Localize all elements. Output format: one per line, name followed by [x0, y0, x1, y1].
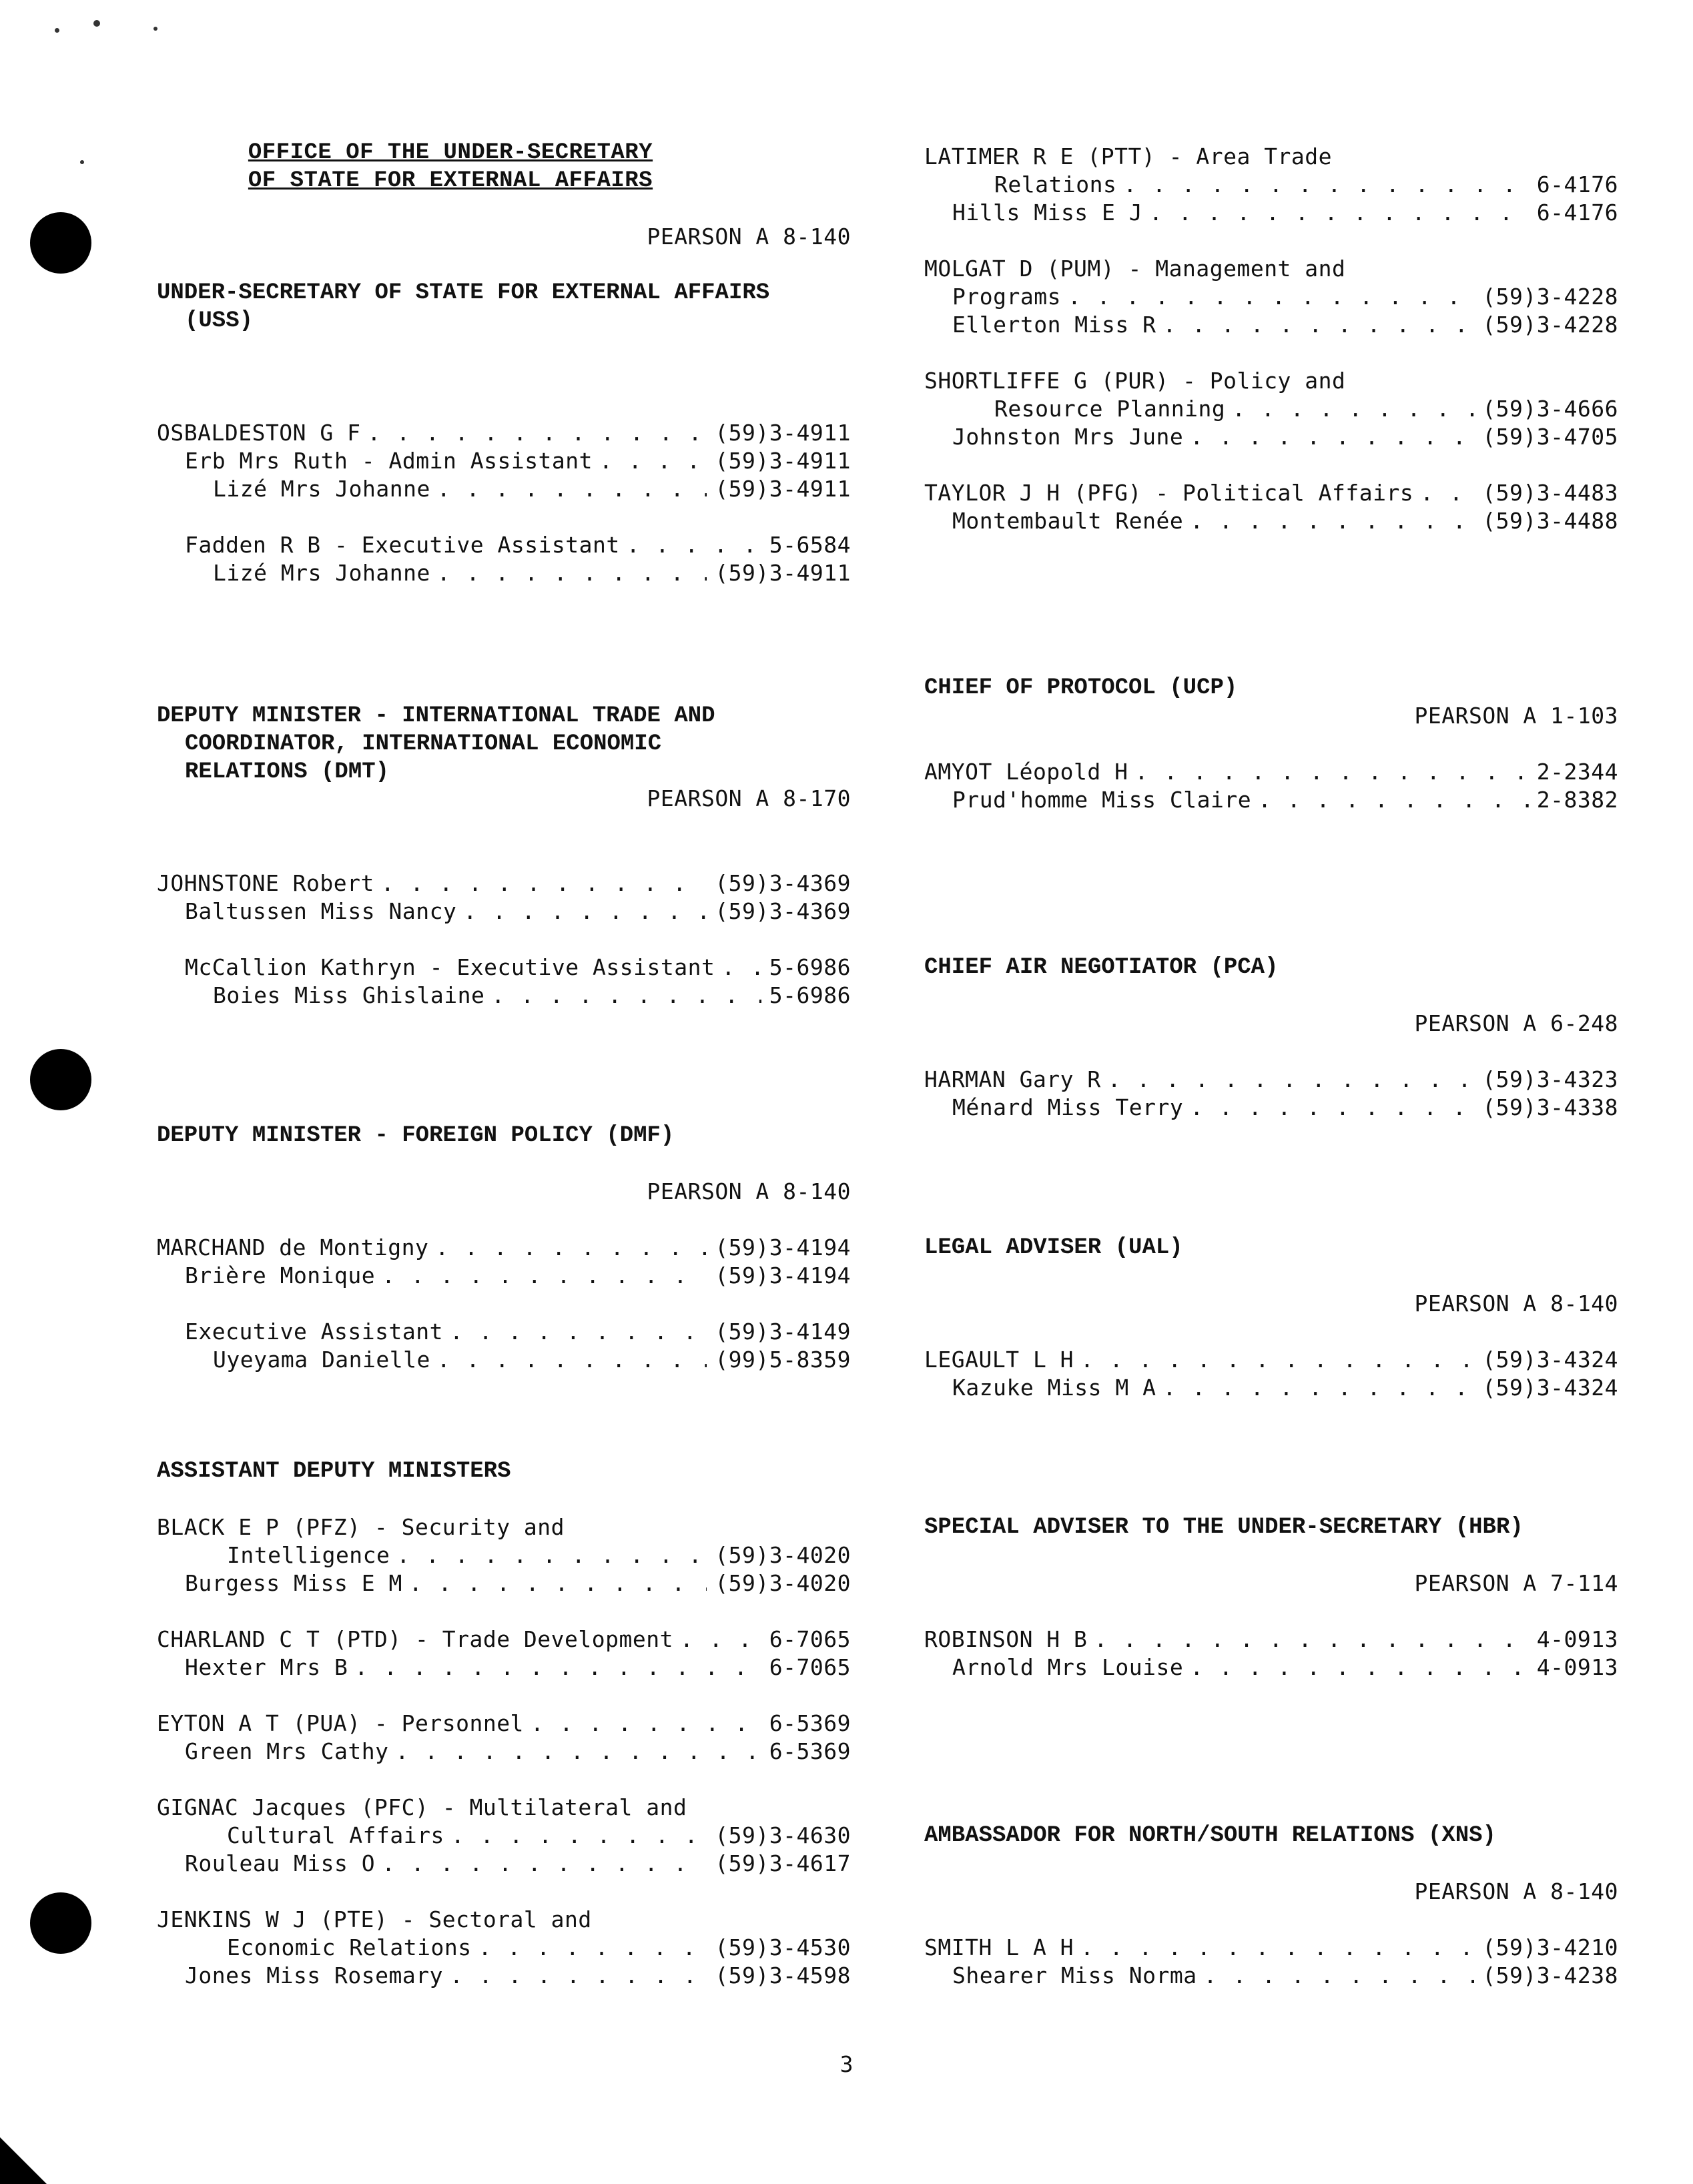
ucp-section: [924, 674, 1618, 730]
entry-name: CHARLAND C T (PTD) - Trade Development: [157, 1626, 673, 1652]
entry-phone: (59)3-4911: [715, 448, 851, 474]
adm-entries-latimer: [924, 143, 1618, 227]
dot-leader: [435, 1234, 707, 1262]
dmf-entries-2: [157, 1318, 851, 1374]
dot-leader: [1163, 311, 1475, 339]
entry-phone: 4-0913: [1536, 1626, 1618, 1652]
entry-name: Fadden R B - Executive Assistant: [185, 532, 620, 558]
dot-leader: [1080, 1346, 1474, 1374]
dot-leader: [1190, 1654, 1529, 1682]
entry-name: Hexter Mrs B: [185, 1654, 348, 1680]
directory-entry-head: LATIMER R E (PTT) - Area Trade: [924, 143, 1333, 169]
entry-phone: 5-6584: [769, 532, 851, 558]
directory-entry: [157, 1850, 851, 1878]
directory-entry: [924, 786, 1618, 814]
directory-entry-head: SHORTLIFFE G (PUR) - Policy and: [924, 368, 1346, 394]
scan-speck: [93, 20, 100, 27]
entry-phone: (59)3-4020: [715, 1542, 851, 1568]
dmf-section: [157, 1122, 851, 1150]
directory-entry-head: GIGNAC Jacques (PFC) - Multilateral and: [157, 1794, 687, 1820]
entry-phone: (59)3-4369: [715, 898, 851, 924]
right-column: [924, 0, 1618, 2184]
directory-entry: [924, 199, 1618, 227]
dot-leader: [381, 869, 707, 897]
section-heading: CHIEF AIR NEGOTIATOR (PCA): [924, 955, 1279, 980]
entry-name: Uyeyama Danielle: [213, 1347, 430, 1373]
entry-phone: (59)3-4338: [1482, 1094, 1618, 1120]
entry-name: Economic Relations: [227, 1934, 472, 1960]
dot-leader: [1080, 1934, 1474, 1962]
directory-entry: [924, 283, 1618, 311]
dot-leader: [409, 1569, 707, 1597]
directory-entry: [157, 419, 851, 447]
entry-name: ROBINSON H B: [924, 1626, 1088, 1652]
adm-entries-eyton: [157, 1710, 851, 1766]
dot-leader: [531, 1710, 761, 1738]
entry-phone: (99)5-8359: [715, 1347, 851, 1373]
entry-name: JOHNSTONE Robert: [157, 870, 374, 896]
dmt-entries-2: [157, 954, 851, 1010]
directory-entry: [157, 447, 851, 475]
entry-name: TAYLOR J H (PFG) - Political Affairs: [924, 480, 1414, 506]
entry-phone: (59)3-4194: [715, 1234, 851, 1260]
dot-leader: [437, 475, 707, 503]
entry-name: SMITH L A H: [924, 1934, 1074, 1960]
dot-leader: [437, 1346, 707, 1374]
entry-name: AMYOT Léopold H: [924, 759, 1128, 785]
section-heading: LEGAL ADVISER (UAL): [924, 1235, 1183, 1260]
adm-entries-molgat: [924, 255, 1618, 339]
dot-leader: [491, 982, 761, 1010]
uss-section: [157, 279, 851, 335]
directory-entry: [924, 311, 1618, 339]
entry-name: Ellerton Miss R: [952, 312, 1156, 338]
section-location: PEARSON A 7-114: [1414, 1570, 1618, 1596]
dot-leader: [627, 531, 761, 559]
office-title: [157, 139, 851, 195]
dot-leader: [396, 1541, 707, 1569]
dot-leader: [1094, 1625, 1528, 1654]
entry-name: Prud'homme Miss Claire: [952, 787, 1252, 813]
page-number: 3: [839, 2051, 854, 2077]
entry-name: Rouleau Miss O: [185, 1850, 376, 1876]
section-location: PEARSON A 8-140: [1414, 1291, 1618, 1317]
directory-entry: [157, 1710, 851, 1738]
entry-name: Intelligence: [227, 1542, 390, 1568]
xns-entries: [924, 1934, 1618, 1990]
dot-leader: [450, 1318, 707, 1346]
directory-entry: [157, 1934, 851, 1962]
office-title-line-2: OF STATE FOR EXTERNAL AFFAIRS: [248, 168, 653, 194]
left-column: [157, 0, 851, 2184]
dot-leader: [451, 1822, 707, 1850]
entry-name: OSBALDESTON G F: [157, 420, 361, 446]
office-location: PEARSON A 8-140: [647, 224, 851, 250]
directory-entry: [924, 1934, 1618, 1962]
entry-name: Lizé Mrs Johanne: [213, 560, 430, 586]
section-location: PEARSON A 8-170: [647, 785, 851, 811]
dot-leader: [721, 954, 761, 982]
entry-phone: (59)3-4483: [1482, 480, 1618, 506]
directory-entry-head: BLACK E P (PFZ) - Security and: [157, 1514, 565, 1540]
punch-hole-middle: [30, 1049, 91, 1110]
directory-entry: [924, 758, 1618, 786]
entry-name: Burgess Miss E M: [185, 1570, 402, 1596]
entry-phone: (59)3-4238: [1482, 1962, 1618, 1988]
entry-name: Shearer Miss Norma: [952, 1962, 1197, 1988]
directory-entry: [924, 1346, 1618, 1374]
dot-leader: [396, 1738, 761, 1766]
dot-leader: [1204, 1962, 1475, 1990]
dot-leader: [1135, 758, 1529, 786]
entry-phone: (59)3-4324: [1482, 1375, 1618, 1401]
section-heading-cont: RELATIONS (DMT): [185, 759, 390, 785]
entry-phone: (59)3-4020: [715, 1570, 851, 1596]
entry-name: Cultural Affairs: [227, 1822, 444, 1848]
entry-name: Programs: [952, 284, 1061, 310]
dot-leader: [1068, 283, 1474, 311]
xns-section: [924, 1822, 1618, 1850]
entry-phone: (59)3-4324: [1482, 1347, 1618, 1373]
directory-entry: [924, 507, 1618, 535]
uss-entries-2: [157, 531, 851, 587]
entry-phone: (59)3-4705: [1482, 424, 1618, 450]
dmt-section: [157, 702, 851, 813]
uss-entries: [157, 419, 851, 503]
entry-phone: (59)3-4210: [1482, 1934, 1618, 1960]
scan-speck: [80, 160, 84, 164]
adm-entries-charland: [157, 1625, 851, 1682]
directory-entry: [157, 1569, 851, 1597]
section-location: PEARSON A 8-140: [1414, 1878, 1618, 1904]
directory-entry: [924, 1962, 1618, 1990]
entry-name: Green Mrs Cathy: [185, 1738, 389, 1764]
pca-section: [924, 954, 1618, 982]
dot-leader: [1190, 423, 1474, 451]
directory-entry: [924, 395, 1618, 423]
entry-phone: (59)3-4530: [715, 1934, 851, 1960]
directory-entry: [157, 475, 851, 503]
dot-leader: [437, 559, 707, 587]
entry-phone: (59)3-4598: [715, 1962, 851, 1988]
entry-phone: (59)3-4323: [1482, 1066, 1618, 1092]
directory-entry: [157, 1625, 851, 1654]
entry-phone: (59)3-4149: [715, 1319, 851, 1345]
ual-section: [924, 1234, 1618, 1262]
office-title-line-1: OFFICE OF THE UNDER-SECRETARY: [248, 140, 653, 165]
dot-leader: [1258, 786, 1529, 814]
dot-leader: [1190, 1094, 1474, 1122]
directory-entry: [157, 1318, 851, 1346]
section-heading: DEPUTY MINISTER - INTERNATIONAL TRADE AND: [157, 703, 715, 729]
dot-leader: [1190, 507, 1474, 535]
directory-entry: [157, 1346, 851, 1374]
directory-entry: [157, 1541, 851, 1569]
directory-entry: [157, 897, 851, 926]
entry-phone: (59)3-4228: [1482, 312, 1618, 338]
entry-name: MARCHAND de Montigny: [157, 1234, 429, 1260]
entry-name: Brière Monique: [185, 1262, 376, 1289]
section-heading: AMBASSADOR FOR NORTH/SOUTH RELATIONS (XNS): [924, 1823, 1496, 1848]
section-location: PEARSON A 8-140: [647, 1178, 851, 1204]
directory-entry: [157, 531, 851, 559]
adm-entries-jenkins: [157, 1906, 851, 1990]
entry-name: EYTON A T (PUA) - Personnel: [157, 1710, 524, 1736]
directory-entry: [157, 1962, 851, 1990]
entry-phone: (59)3-4630: [715, 1822, 851, 1848]
directory-entry-head: JENKINS W J (PTE) - Sectoral and: [157, 1906, 592, 1932]
entry-phone: (59)3-4194: [715, 1262, 851, 1289]
directory-entry: [924, 1625, 1618, 1654]
directory-entry: [924, 423, 1618, 451]
dot-leader: [382, 1262, 707, 1290]
entry-phone: (59)3-4911: [715, 476, 851, 502]
entry-phone: (59)3-4369: [715, 870, 851, 896]
section-heading: DEPUTY MINISTER - FOREIGN POLICY (DMF): [157, 1123, 675, 1148]
entry-phone: (59)3-4911: [715, 420, 851, 446]
entry-phone: (59)3-4488: [1482, 508, 1618, 534]
entry-name: HARMAN Gary R: [924, 1066, 1101, 1092]
directory-entry: [157, 954, 851, 982]
entry-name: Lizé Mrs Johanne: [213, 476, 430, 502]
punch-hole-bottom: [30, 1892, 91, 1954]
directory-entry: [924, 171, 1618, 199]
dot-leader: [1232, 395, 1474, 423]
directory-entry: [157, 1822, 851, 1850]
section-heading: ASSISTANT DEPUTY MINISTERS: [157, 1459, 511, 1484]
directory-entry: [157, 869, 851, 897]
section-heading: SPECIAL ADVISER TO THE UNDER-SECRETARY (HBR): [924, 1515, 1523, 1540]
section-heading: UNDER-SECRETARY OF STATE FOR EXTERNAL AFFAIRS: [157, 280, 770, 306]
dot-leader: [1149, 199, 1529, 227]
entry-name: Boies Miss Ghislaine: [213, 982, 485, 1008]
entry-phone: 6-7065: [769, 1654, 851, 1680]
hbr-section: [924, 1513, 1618, 1541]
scan-speck: [55, 28, 59, 33]
directory-entry: [924, 1654, 1618, 1682]
dmt-entries: [157, 869, 851, 926]
hbr-entries: [924, 1625, 1618, 1682]
adm-entries-taylor: [924, 479, 1618, 535]
entry-name: Jones Miss Rosemary: [185, 1962, 443, 1988]
pca-entries: [924, 1066, 1618, 1122]
directory-entry: [157, 1234, 851, 1262]
entry-name: Resource Planning: [994, 396, 1226, 422]
entry-name: LEGAULT L H: [924, 1347, 1074, 1373]
dot-leader: [1123, 171, 1528, 199]
entry-name: Baltussen Miss Nancy: [185, 898, 457, 924]
directory-entry: [924, 1066, 1618, 1094]
entry-name: Hills Miss E J: [952, 200, 1143, 226]
entry-phone: (59)3-4666: [1482, 396, 1618, 422]
dot-leader: [368, 419, 707, 447]
entry-phone: 6-4176: [1536, 171, 1618, 198]
entry-phone: 6-5369: [769, 1710, 851, 1736]
dot-leader: [680, 1625, 761, 1654]
directory-entry: [924, 1374, 1618, 1402]
adm-entries-gignac: [157, 1794, 851, 1878]
directory-entry-head: MOLGAT D (PUM) - Management and: [924, 256, 1346, 282]
dot-leader: [478, 1934, 707, 1962]
adm-section: [157, 1457, 851, 1485]
entry-name: Ménard Miss Terry: [952, 1094, 1184, 1120]
entry-phone: 4-0913: [1536, 1654, 1618, 1680]
entry-phone: 2-2344: [1536, 759, 1618, 785]
entry-phone: (59)3-4228: [1482, 284, 1618, 310]
punch-hole-top: [30, 212, 91, 274]
adm-entries-shortliffe: [924, 367, 1618, 451]
section-heading: CHIEF OF PROTOCOL (UCP): [924, 675, 1238, 701]
section-heading-cont: (USS): [185, 308, 254, 334]
dot-leader: [463, 897, 707, 926]
entry-name: McCallion Kathryn - Executive Assistant: [185, 954, 715, 980]
dmf-entries: [157, 1234, 851, 1290]
directory-entry: [157, 1738, 851, 1766]
directory-entry: [157, 982, 851, 1010]
entry-name: Executive Assistant: [185, 1319, 443, 1345]
entry-phone: (59)3-4911: [715, 560, 851, 586]
dot-leader: [450, 1962, 707, 1990]
entry-name: Johnston Mrs June: [952, 424, 1184, 450]
dot-leader: [1163, 1374, 1475, 1402]
dot-leader: [382, 1850, 707, 1878]
directory-entry: [157, 1654, 851, 1682]
entry-name: Relations: [994, 171, 1117, 198]
directory-entry: [924, 1094, 1618, 1122]
entry-name: Arnold Mrs Louise: [952, 1654, 1184, 1680]
entry-name: Montembault Renée: [952, 508, 1184, 534]
dot-leader: [1420, 479, 1474, 507]
dot-leader: [354, 1654, 761, 1682]
entry-name: Kazuke Miss M A: [952, 1375, 1156, 1401]
directory-entry: [157, 559, 851, 587]
entry-phone: 5-6986: [769, 954, 851, 980]
entry-phone: 6-4176: [1536, 200, 1618, 226]
ucp-entries: [924, 758, 1618, 814]
adm-entries-black: [157, 1513, 851, 1597]
section-heading-cont: COORDINATOR, INTERNATIONAL ECONOMIC: [185, 731, 662, 757]
section-location: PEARSON A 1-103: [1414, 703, 1618, 729]
dot-leader: [599, 447, 707, 475]
directory-entry: [157, 1262, 851, 1290]
dot-leader: [1108, 1066, 1475, 1094]
entry-phone: 2-8382: [1536, 787, 1618, 813]
directory-entry: [924, 479, 1618, 507]
section-location: PEARSON A 6-248: [1414, 1010, 1618, 1036]
entry-phone: 5-6986: [769, 982, 851, 1008]
entry-phone: 6-5369: [769, 1738, 851, 1764]
ual-entries: [924, 1346, 1618, 1402]
entry-phone: (59)3-4617: [715, 1850, 851, 1876]
entry-phone: 6-7065: [769, 1626, 851, 1652]
scan-corner-mark: [0, 2137, 47, 2184]
entry-name: Erb Mrs Ruth - Admin Assistant: [185, 448, 593, 474]
